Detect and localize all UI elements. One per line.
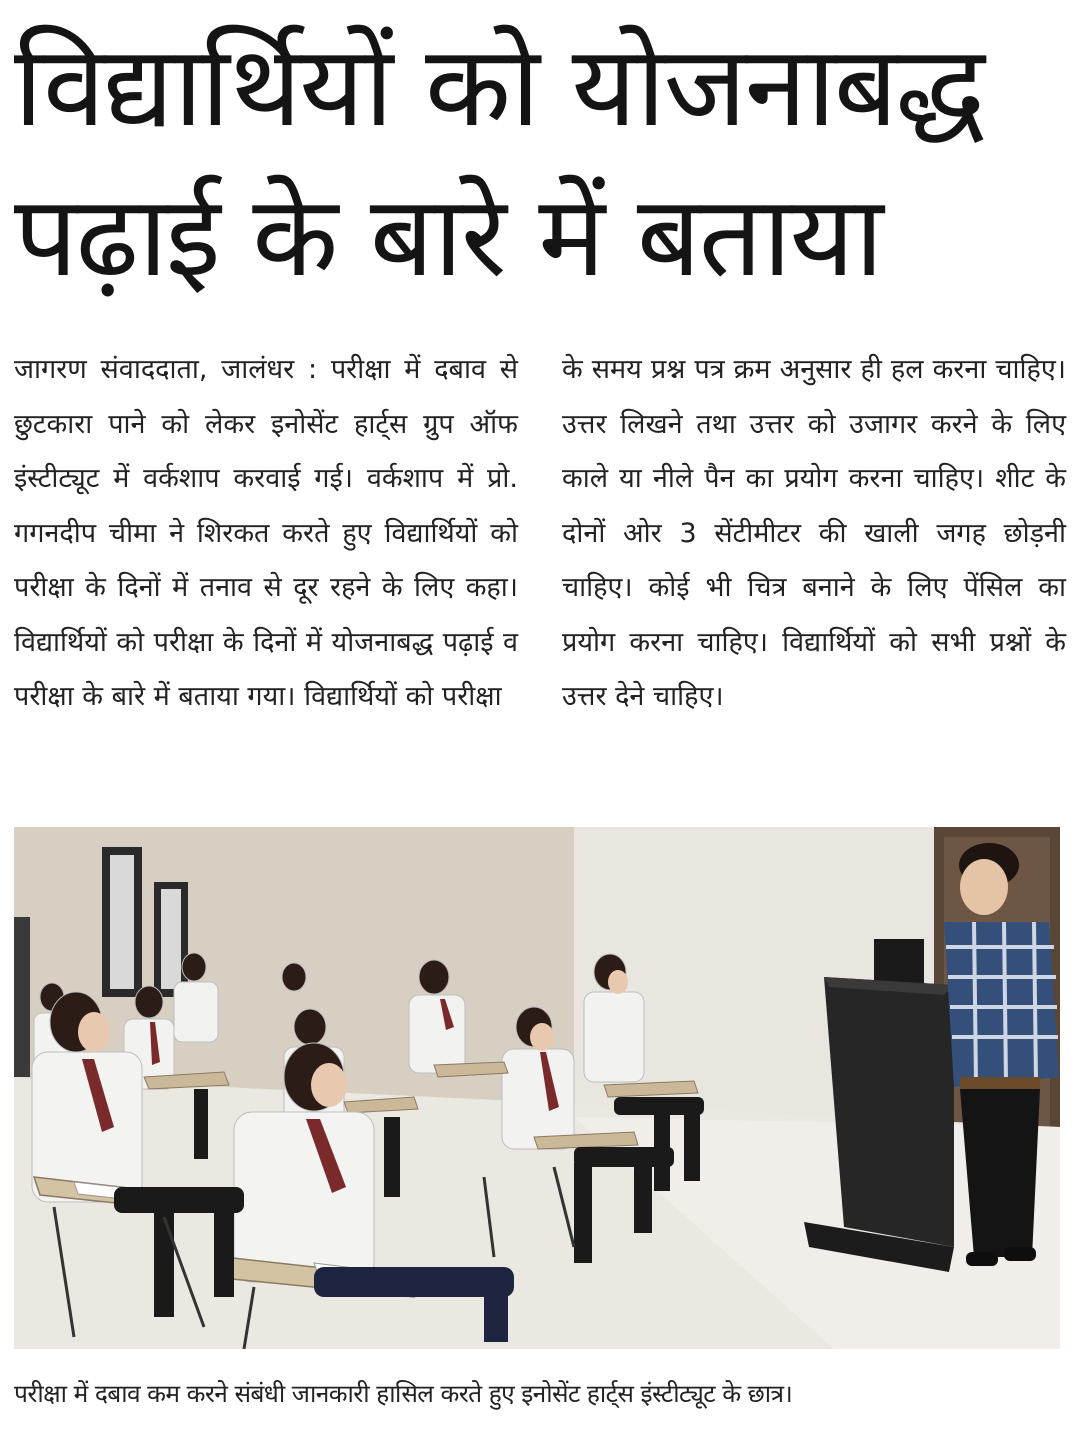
news-photo [14, 827, 1060, 1349]
headline-line-2: पढ़ाई के बारे में बताया [14, 172, 882, 302]
classroom-photo-illustration [14, 827, 1060, 1349]
photo-caption: परीक्षा में दबाव कम करने संबंधी जानकारी हासिल करते हुए इनोसेंट हार्ट्स इंस्टीट्यूट के छात्र। [14, 1379, 793, 1408]
article-column-2: के समय प्रश्न पत्र क्रम अनुसार ही हल करना चाहिए। उत्तर लिखने तथा उत्तर को उजागर करने के लिए काले या नीले पैन का प्रयोग करना चाहिए। शीट के दोनों ओर 3 सेंटीमीटर की खाली जगह छोड़नी चाहिए। कोई भी चित्र बनाने के लिए पेंसिल का प्रयोग करना चाहिए। विद्यार्थियों को सभी प्रश्नों के उत्तर देने चाहिए। [562, 354, 1066, 712]
headline-line-1: विद्यार्थियों को योजनाबद्ध [14, 22, 984, 152]
article-column-1: जागरण संवाददाता, जालंधर : परीक्षा में दबाव से छुटकारा पाने को लेकर इनोसेंट हार्ट्स ग्रुप ऑफ इंस्टीट्यूट में वर्कशाप करवाई गई। वर्कशाप में प्रो. गगनदीप चीमा ने शिरकत करते हुए विद्यार्थियों को परीक्षा के दिनों में तनाव से दूर रहने के लिए कहा। विद्यार्थियों को परीक्षा के दिनों में योजनाबद्ध पढ़ाई व परीक्षा के बारे में बताया गया। विद्यार्थियों को परीक्षा [14, 354, 518, 712]
headline [14, 12, 1066, 312]
